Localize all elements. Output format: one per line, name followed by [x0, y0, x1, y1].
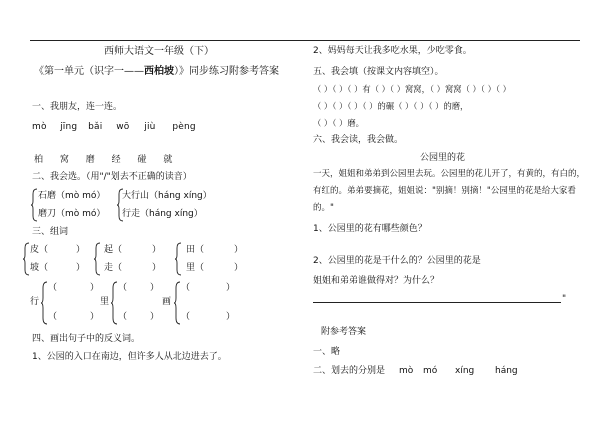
pinyin-item: mò: [32, 122, 47, 132]
q1-heading: 一、我朋友，连一连。: [32, 102, 123, 112]
subtitle-suffix: ）》同步练习附参考答案: [174, 66, 279, 77]
q3-row3-brace-3: [173, 281, 181, 325]
q1-pinyin-row: [32, 122, 197, 133]
answers-heading: 附参考答案: [321, 327, 367, 337]
passage-line: 有红的。弟弟要摘花，姐姐说："别摘！别摘！"公园里的花是给大家看: [313, 186, 576, 196]
q3-brace-1: [22, 242, 30, 276]
q3-row3-blank: （: [181, 312, 191, 322]
q4-heading: 四、画出句子中的反义词。: [32, 334, 141, 344]
q5-line-2: （ ）（ ）（ ）（ ）的碾（ ）（ ）（ ）的磨，: [313, 101, 469, 111]
q5-line-3: （ ）（ ）磨。: [313, 118, 364, 128]
char-item: 就: [163, 155, 173, 165]
q2-left-brace: [30, 188, 38, 222]
q3-row3-blank: （: [118, 283, 128, 293]
q3-cell: ）: [76, 245, 86, 255]
subtitle-bold: 西柏坡: [144, 66, 174, 77]
q3-cell: 里（: [186, 263, 205, 273]
answer-2-value: mó: [423, 366, 438, 376]
question-2-line-1: 2、公园里的花是干什么的？公园里的花是: [313, 256, 481, 266]
top-rule: [30, 40, 580, 41]
q3-row3-blank: ）: [226, 283, 236, 293]
q3-cell: 坡（: [30, 263, 49, 273]
char-item: 碰: [137, 155, 147, 165]
q4-item-2: 2、妈妈每天让我多吃水果，少吃零食。: [313, 46, 472, 56]
pinyin-item: jiù: [144, 122, 156, 132]
q3-cell: ）: [76, 263, 86, 273]
answer-2-label: 二、划去的分别是: [313, 366, 386, 376]
q3-row3-label-li: 里: [100, 297, 110, 307]
passage-line: 一天，姐姐和弟弟到公园里去玩。公园里的花儿开了，有黄的，有白的，: [313, 169, 586, 179]
q5-heading: 五、我会填（按课文内容填空）。: [313, 67, 444, 77]
q3-cell: ）: [234, 245, 244, 255]
pinyin-item: pèng: [172, 122, 196, 132]
q3-row3-blank: ）: [150, 312, 160, 322]
q3-row3-brace-2: [110, 281, 118, 325]
q4-item-1: 1、公园的入口在南边，但许多人从北边进去了。: [32, 352, 227, 362]
q3-row3-blank: ）: [150, 283, 160, 293]
question-2-line-2: 姐姐和弟弟谁做得对？为什么？: [313, 276, 440, 286]
q2-item: 石磨（mò mó）: [38, 191, 106, 201]
subtitle-prefix: 《第一单元（识字一——: [34, 66, 144, 77]
q3-row3-blank: （: [181, 283, 191, 293]
q3-row3-label-hua: 画: [162, 297, 172, 307]
q2-item: 行走（háng xíng）: [122, 209, 203, 219]
pinyin-item: wō: [116, 122, 130, 132]
q3-row2: [30, 263, 243, 274]
q3-heading: 三、组词: [32, 227, 69, 237]
char-item: 经: [111, 155, 121, 165]
page-title: 西师大语文一年级（下）: [104, 46, 214, 57]
q3-cell: ）: [152, 263, 162, 273]
answer-2: [313, 366, 518, 377]
answer-2-value: xíng: [455, 366, 475, 376]
q2-item: 大行山（háng xíng）: [122, 191, 212, 201]
q3-cell: 走（: [104, 263, 123, 273]
q1-char-row: [34, 155, 186, 166]
q3-row3-blank: （: [48, 312, 58, 322]
q3-row3-label-xing: 行: [30, 297, 40, 307]
passage-line: 的。": [313, 203, 334, 213]
answer-line: [313, 302, 561, 303]
q5-line-1: （ ）（ ）（ ）有（ ）（ ）窝窝，（ ）窝窝（ ）（ ）（ ）: [313, 84, 511, 94]
q3-row3-blank: ）: [90, 312, 100, 322]
char-item: 磨: [85, 155, 95, 165]
q6-heading: 六、我会读，我会做。: [313, 135, 404, 145]
answer-2-value: háng: [495, 366, 518, 376]
q2-heading: 二、我会选。（用"/"划去不正确的读音）: [32, 172, 192, 182]
q3-row3-blank: ）: [226, 312, 236, 322]
q3-row3-blank: ）: [90, 283, 100, 293]
q3-row1: [30, 245, 243, 256]
passage-title: 公园里的花: [420, 153, 466, 163]
q3-row3-blank: （: [118, 312, 128, 322]
q3-cell: 田（: [186, 245, 205, 255]
answer-2-value: mò: [399, 366, 414, 376]
q3-cell: 皮（: [30, 245, 49, 255]
q3-row3-blank: （: [48, 283, 58, 293]
answer-line-end-quote: ": [562, 294, 567, 304]
pinyin-item: jīng: [60, 122, 78, 132]
answer-1: 一、略: [313, 347, 341, 357]
char-item: 窝: [59, 155, 69, 165]
page-subtitle: [34, 66, 279, 77]
char-item: 柏: [34, 155, 44, 165]
q3-cell: 起（: [104, 245, 123, 255]
q3-cell: ）: [234, 263, 244, 273]
q2-item: 磨刀（mò mó）: [38, 209, 106, 219]
question-1: 1、公园里的花有哪些颜色？: [313, 224, 427, 234]
q3-cell: ）: [152, 245, 162, 255]
q3-row3-brace-1: [40, 281, 48, 325]
pinyin-item: bǎi: [88, 122, 103, 132]
